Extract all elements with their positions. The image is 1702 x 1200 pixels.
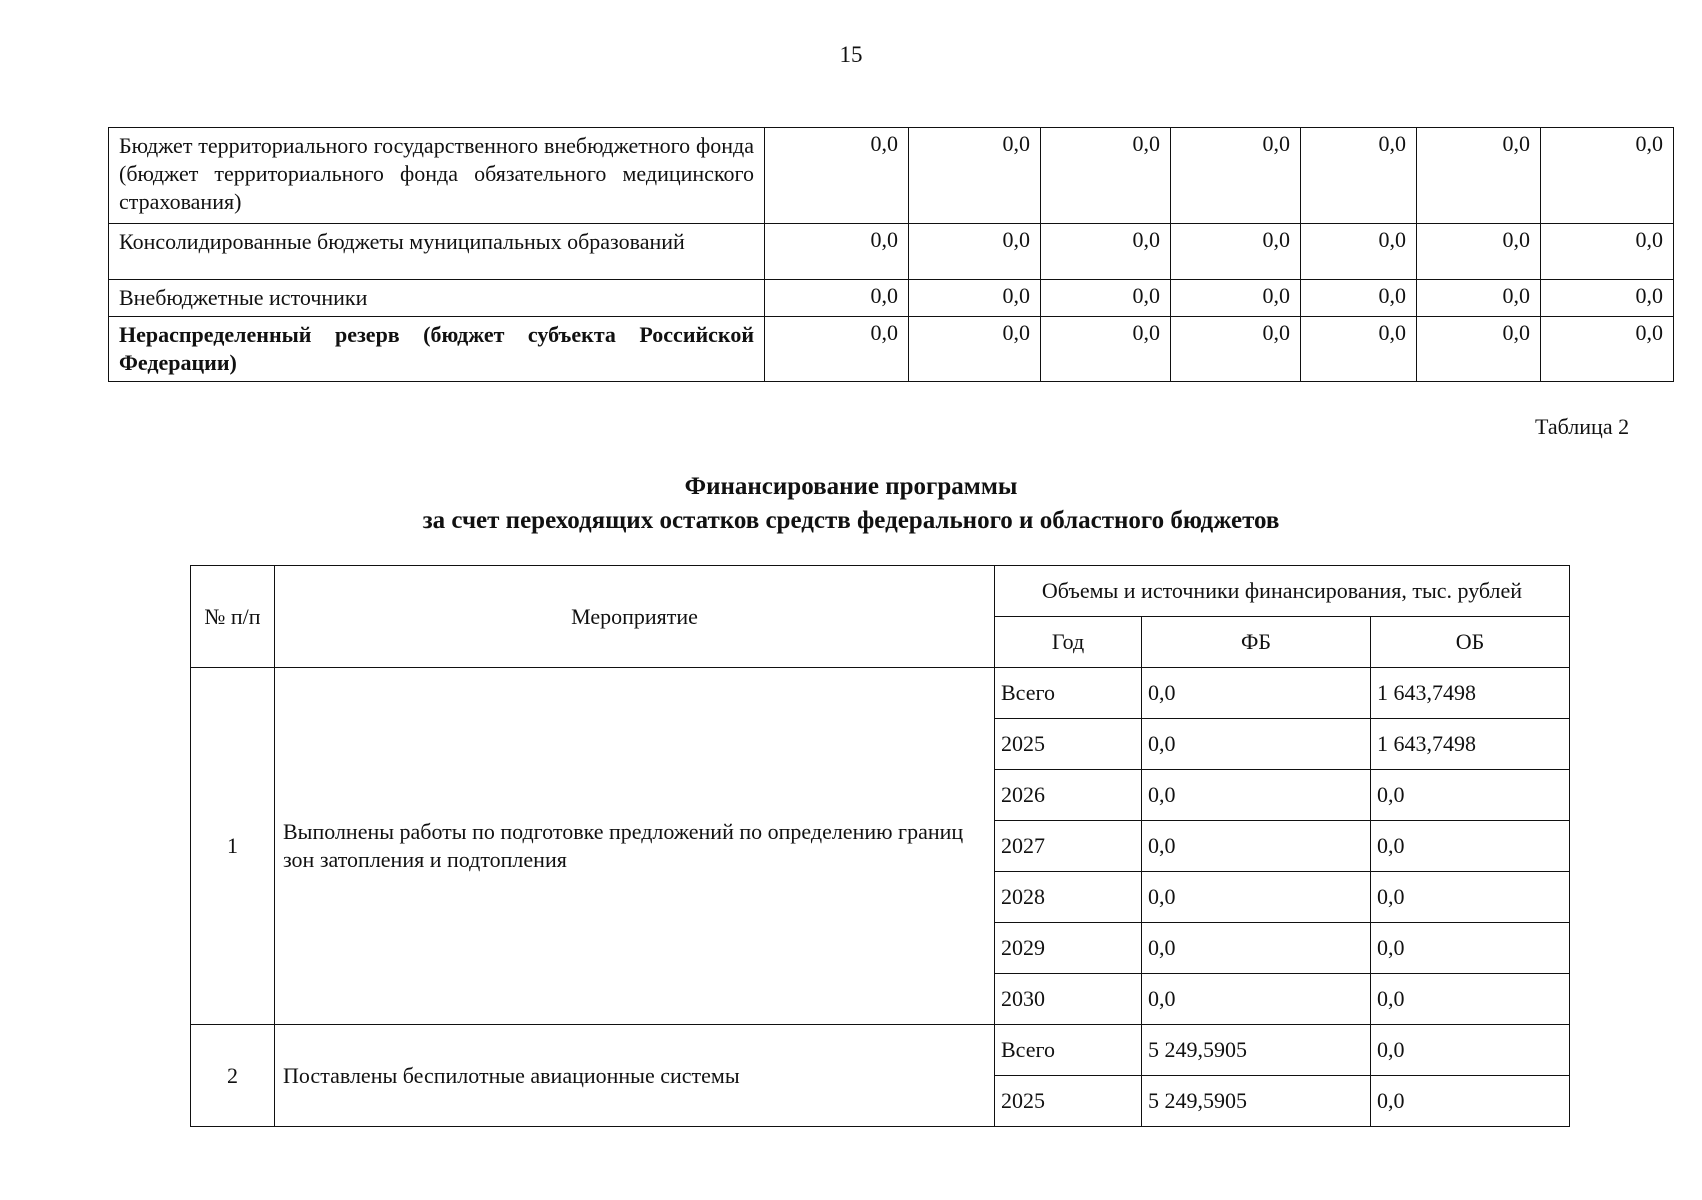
cell-value: 0,0 [765,280,909,317]
cell-value: 0,0 [1541,280,1674,317]
cell-fb: 0,0 [1142,821,1371,872]
cell-fb: 0,0 [1142,770,1371,821]
cell-fb: 0,0 [1142,923,1371,974]
cell-value: 0,0 [1041,128,1171,224]
cell-value: 0,0 [1417,280,1541,317]
cell-value: 0,0 [1417,317,1541,382]
item-event: Поставлены беспилотные авиационные системы [275,1025,995,1127]
header-event: Мероприятие [275,566,995,668]
page-number: 15 [839,42,863,67]
budget-sources-table [108,127,1674,382]
cell-year: 2028 [995,872,1142,923]
cell-value: 0,0 [1041,280,1171,317]
cell-ob: 0,0 [1371,770,1570,821]
cell-value: 0,0 [765,224,909,280]
cell-value: 0,0 [1171,280,1301,317]
cell-fb: 0,0 [1142,719,1371,770]
cell-ob: 0,0 [1371,1025,1570,1076]
cell-ob: 0,0 [1371,821,1570,872]
cell-fb: 0,0 [1142,974,1371,1025]
row-label: Внебюджетные источники [109,280,765,317]
header-group: Объемы и источники финансирования, тыс. рублей [995,566,1570,617]
cell-value: 0,0 [1301,224,1417,280]
cell-value: 0,0 [1301,280,1417,317]
item-number: 2 [191,1025,275,1127]
cell-value: 0,0 [765,128,909,224]
table-row [191,668,1570,719]
cell-value: 0,0 [1041,317,1171,382]
title-line-2: за счет переходящих остатков средств федерального и областного бюджетов [422,507,1280,534]
cell-year: 2025 [995,1076,1142,1127]
cell-fb: 5 249,5905 [1142,1025,1371,1076]
item-event: Выполнены работы по подготовке предложений по определению границ зон затопления и подтопления [275,668,995,1025]
table-title [0,470,1702,538]
cell-year: Всего [995,668,1142,719]
cell-value: 0,0 [1417,128,1541,224]
financing-table [190,565,1570,1127]
cell-year: 2026 [995,770,1142,821]
cell-fb: 5 249,5905 [1142,1076,1371,1127]
header-row [191,566,1570,617]
header-year: Год [995,617,1142,668]
header-ob: ОБ [1371,617,1570,668]
header-num: № п/п [191,566,275,668]
table-row [191,1025,1570,1076]
cell-value: 0,0 [909,280,1041,317]
header-fb: ФБ [1142,617,1371,668]
cell-ob: 0,0 [1371,923,1570,974]
row-label: Нераспределенный резерв (бюджет субъекта Российской Федерации) [109,317,765,382]
item-number: 1 [191,668,275,1025]
cell-fb: 0,0 [1142,872,1371,923]
cell-year: 2029 [995,923,1142,974]
cell-value: 0,0 [909,317,1041,382]
table-row [109,317,1674,382]
title-line-1: Финансирование программы [684,473,1018,500]
cell-value: 0,0 [1171,317,1301,382]
cell-value: 0,0 [1041,224,1171,280]
cell-ob: 1 643,7498 [1371,668,1570,719]
cell-value: 0,0 [1541,224,1674,280]
row-label: Консолидированные бюджеты муниципальных образований [109,224,765,280]
cell-value: 0,0 [765,317,909,382]
cell-ob: 1 643,7498 [1371,719,1570,770]
cell-year: Всего [995,1025,1142,1076]
cell-ob: 0,0 [1371,1076,1570,1127]
cell-value: 0,0 [909,128,1041,224]
cell-ob: 0,0 [1371,872,1570,923]
cell-year: 2025 [995,719,1142,770]
cell-value: 0,0 [1541,128,1674,224]
table-row [109,280,1674,317]
table-row [109,224,1674,280]
cell-year: 2030 [995,974,1142,1025]
cell-value: 0,0 [1171,128,1301,224]
cell-year: 2027 [995,821,1142,872]
cell-value: 0,0 [1301,317,1417,382]
table-row [109,128,1674,224]
cell-value: 0,0 [1171,224,1301,280]
cell-value: 0,0 [909,224,1041,280]
cell-value: 0,0 [1417,224,1541,280]
cell-ob: 0,0 [1371,974,1570,1025]
cell-fb: 0,0 [1142,668,1371,719]
row-label: Бюджет территориального государственного внебюджетного фонда (бюджет территориального фонда обязательного медицинского страхования) [109,128,765,224]
cell-value: 0,0 [1541,317,1674,382]
cell-value: 0,0 [1301,128,1417,224]
table-caption: Таблица 2 [1535,414,1630,439]
